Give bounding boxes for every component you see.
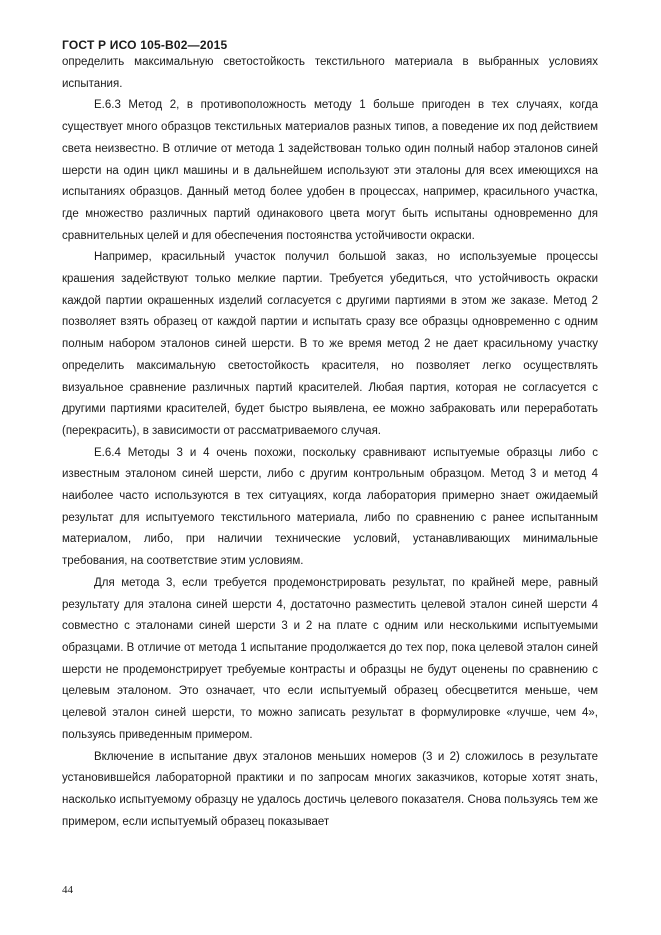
paragraph: определить максимальную светостойкость текстильного материала в выбранных условиях испытания. [62,56,598,90]
paragraph: Для метода 3, если требуется продемонстрировать результат, по крайней мере, равный результату для эталона синей шерсти 4, достаточно разместить целевой эталон синей шерсти 4 совместно с эталонами синей шерсти 3 и 2 на плате с одним или несколькими испытуемыми образцами. В отличие от метода 1 испытание продолжается до тех пор, пока целевой эталон синей шерсти не продемонстрирует требуемые контрасты и образцы не будут оценены по сравнению с целевым эталоном. Это означает, что если испытуемый образец обесцветится меньше, чем целевой эталон синей шерсти, то можно записать результат в формулировке «лучше, чем 4», пользуясь приведенным примером. [62,576,598,741]
page-number: 44 [62,884,73,896]
paragraph: Е.6.4 Методы 3 и 4 очень похожи, поскольку сравнивают испытуемые образцы либо с известным эталоном синей шерсти, либо с другим контрольным образцом. Метод 3 и метод 4 наиболее часто используются в тех ситуациях, когда лаборатория примерно знает ожидаемый результат для испытуемого текстильного материала, либо по сравнению с ранее испытанным материалом, либо, при наличии технические условий, устанавливающих минимальные требования, на соответствие этим условиям. [62,446,598,568]
paragraph: Например, красильный участок получил большой заказ, но используемые процессы крашения задействуют только мелкие партии. Требуется убедиться, что устойчивость окраски каждой партии окрашенных изделий согласуется с другими партиями в этом же заказе. Метод 2 позволяет взять образец от каждой партии и испытать сразу все образцы одновременно с одним полным набором эталонов синей шерсти. В то же время метод 2 не дает красильному участку определить максимальную светостойкость красителя, но позволяет легко осуществлять визуальное сравнение различных партий красителей. Любая партия, которая не согласуется с другими партиями красителей, будет быстро выявлена, ее можно забраковать или переработать (перекрасить), в зависимости от рассматриваемого случая. [62,251,598,437]
paragraph: Включение в испытание двух эталонов меньших номеров (3 и 2) сложилось в результате установившейся лабораторной практики и по запросам многих заказчиков, которые хотят знать, насколько испытуемому образцу не удалось достичь целевого показателя. Снова пользуясь тем же примером, если испытуемый образец показывает [62,750,598,828]
document-header: ГОСТ Р ИСО 105-В02—2015 [62,38,228,52]
paragraph: Е.6.3 Метод 2, в противоположность методу 1 больше пригоден в тех случаях, когда существует много образцов текстильных материалов разных типов, а поведение их под действием света неизвестно. В отличие от метода 1 задействован только один полный набор эталонов синей шерсти на один цикл машины и в дальнейшем используют эти эталоны для всех имеющихся на испытаниях образцов. Данный метод более удобен в процессах, например, красильного участка, где множество различных партий одинакового цвета могут быть испытаны одновременно для сравнительных целей и для обеспечения постоянства устойчивости окраски. [62,99,598,242]
document-body [62,52,598,833]
